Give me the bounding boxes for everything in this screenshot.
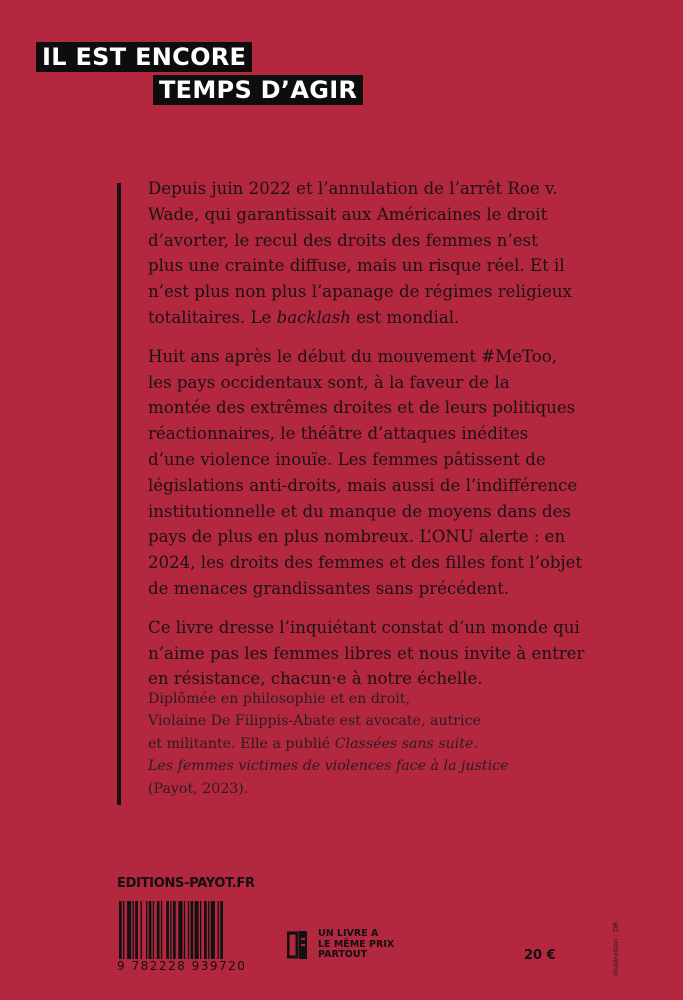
bio-run: et militante. Elle a publié [148,735,335,752]
prix-unique-line: PARTOUT [318,949,368,961]
text-line: Ce livre dresse l’inquiétant constat d’un monde qui [148,617,580,637]
publisher-website: EDITIONS-PAYOT.FR [117,876,255,891]
prix-unique-line: LE MÊME PRIX [318,938,395,950]
isbn-number: 9 782228 939720 [117,959,247,973]
text-line: pays de plus en plus nombreux. L’ONU alerte : en [148,527,566,547]
book-title-part-1: Classées sans suite. [334,735,478,752]
blurb-paragraph-3 [148,615,658,692]
text-run: est mondial. [350,307,460,327]
price: 20 € [524,948,556,963]
text-line: montée des extrêmes droites et de leurs politiques [148,398,576,418]
bio-line [148,733,568,755]
prix-unique-label [318,929,394,961]
barcode-bars-icon [117,901,267,959]
backlash-emphasis: backlash [276,307,351,327]
text-line: 2024, les droits des femmes et des filles font l’objet [148,553,583,573]
blurb-paragraph-2 [148,344,658,602]
text-line: d’une violence inouïe. Les femmes pâtissent de [148,449,546,469]
text-line [148,305,658,331]
title-line-1: IL EST ENCORE [36,42,252,72]
book-price-logo-icon [287,929,309,961]
author-bio [148,688,568,800]
text-line: réactionnaires, le théâtre d’attaques inédites [148,424,529,444]
text-line: législations anti-droits, mais aussi de l’indifférence [148,475,578,495]
bio-line: Diplômée en philosophie et en droit, [148,691,410,707]
bio-line: Violaine De Filippis-Abate est avocate, autrice [148,713,481,730]
bio-line: (Payot, 2023). [148,780,249,797]
body-accent-bar [117,183,121,805]
book-title-part-2: Les femmes victimes de violences face à la justice [148,758,509,775]
text-line: Huit ans après le début du mouvement #MeToo, [148,346,558,366]
isbn-barcode [117,901,267,973]
text-line: institutionnelle et du manque de moyens dans des [148,501,571,521]
title-line-2: TEMPS D’AGIR [153,75,363,105]
text-line: plus une crainte diffuse, mais un risque réel. Et il [148,256,565,276]
text-run: totalitaires. Le [148,307,277,327]
text-line: en résistance, chacun·e à notre échelle. [148,669,483,689]
prix-unique-line: UN LIVRE A [318,928,379,939]
text-line: n’aime pas les femmes libres et nous invite à entrer [148,643,585,663]
text-line: les pays occidentaux sont, à la faveur de la [148,372,510,392]
illustration-credit: Illustration : DR [612,921,620,976]
text-line: n’est plus non plus l’apanage de régimes religieux [148,282,572,302]
blurb [148,176,658,705]
text-line: Wade, qui garantissait aux Américaines le droit [148,204,548,224]
text-line: d’avorter, le recul des droits des femmes n’est [148,230,538,250]
text-line: Depuis juin 2022 et l’annulation de l’arrêt Roe v. [148,179,558,198]
blurb-paragraph-1 [148,176,658,331]
text-line: de menaces grandissantes sans précédent. [148,578,510,598]
